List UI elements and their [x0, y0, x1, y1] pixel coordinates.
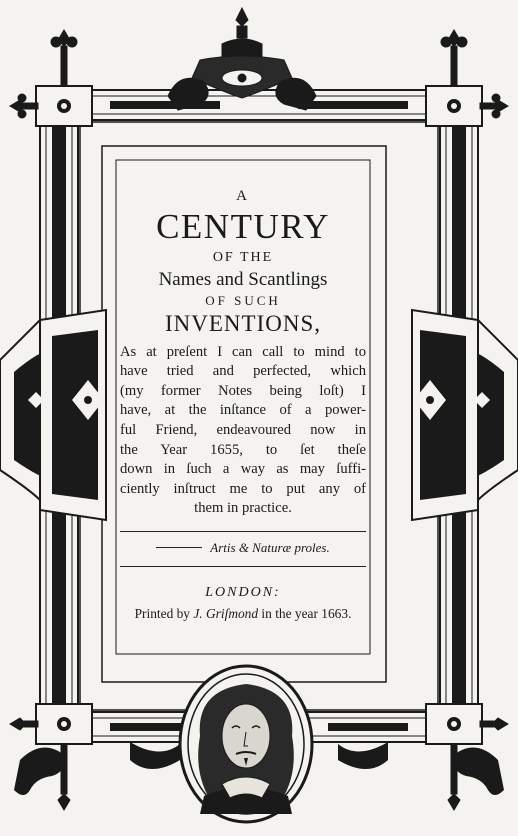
body-line: have tried and perfected, which	[120, 363, 366, 380]
title-of-such: OF SUCH	[205, 293, 281, 309]
imprint-city: LONDON:	[205, 584, 281, 600]
body-line: down in ſuch a way as may ſuffi-	[120, 461, 366, 478]
divider-rule	[120, 531, 366, 532]
title-century: CENTURY	[156, 206, 330, 246]
motto-dash	[156, 547, 202, 548]
portrait-medallion	[180, 666, 312, 822]
motto: Artis & Naturæ proles.	[210, 539, 330, 555]
body-line: them in practice.	[194, 500, 292, 517]
body-line: ciently inſtruct me to put any of	[120, 480, 366, 497]
imprint-suffix: in the year 1663.	[258, 606, 352, 622]
body-line: ful Friend, endeavoured now in	[120, 421, 366, 438]
imprint-line	[118, 606, 368, 621]
title-names: Names and Scantlings	[158, 269, 328, 291]
body-line: the Year 1655, to ſet theſe	[120, 441, 366, 458]
body-line: As at preſent I can call to mind to	[120, 343, 366, 360]
divider-rule	[120, 566, 366, 567]
imprint-printer: J. Griſmond	[193, 606, 259, 622]
title-panel	[118, 162, 368, 650]
title-of-the: OF THE	[212, 249, 274, 265]
body-line: have, at the inſtance of a power-	[120, 402, 366, 419]
title-article: A	[236, 188, 250, 204]
imprint-prefix: Printed by	[134, 606, 194, 622]
motto-row	[118, 540, 368, 556]
body-line: (my former Notes being loſt) I	[120, 382, 366, 399]
title-inventions: INVENTIONS,	[164, 311, 321, 337]
body-paragraph	[118, 343, 368, 519]
